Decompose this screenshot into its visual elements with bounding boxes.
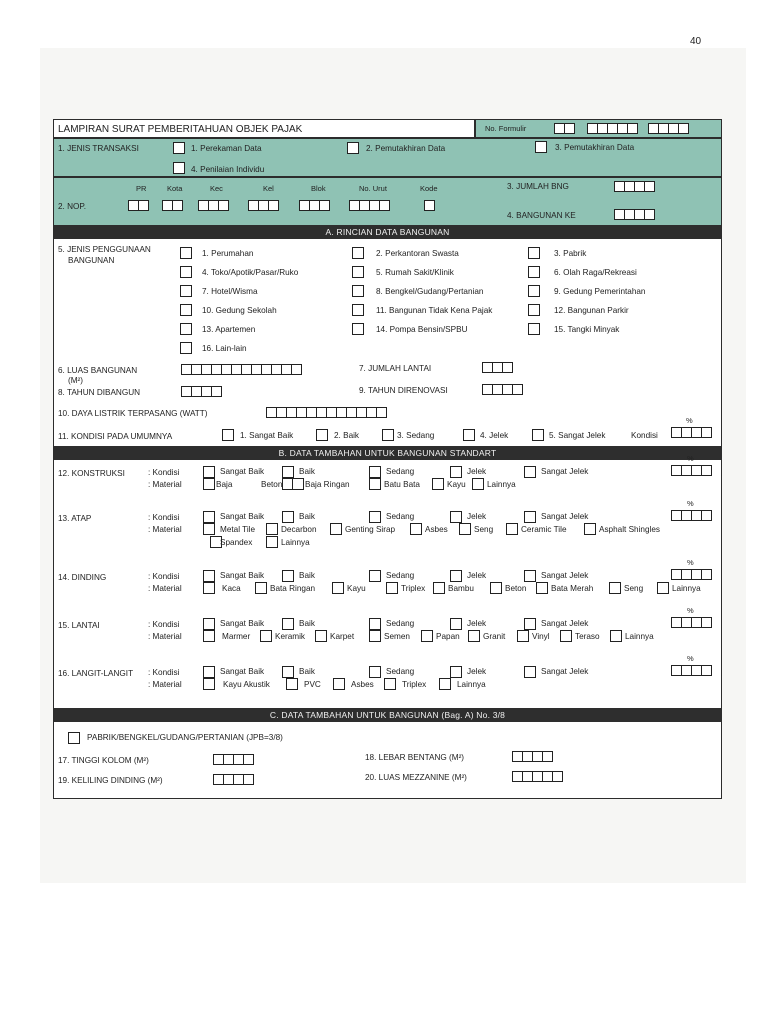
use-11-bangunan-tidak-kena-pajak-checkbox[interactable] [352,304,364,316]
keliling-dinding-label: 19. KELILING DINDING (M²) [58,776,163,785]
item-16-langit-langit-kondisi-tag: : Kondisi [148,668,180,677]
item-16-langit-langit-kondisi-jelek-checkbox[interactable] [450,666,462,678]
item-15-lantai-material-papan-checkbox[interactable] [421,630,433,642]
item-12-konstruksi-material-baja-ringan-label: Baja Ringan [305,480,350,489]
nop-kota-boxes[interactable] [162,200,182,211]
luas-bangunan-boxes[interactable] [181,364,301,375]
item-14-dinding-kondisi-tag: : Kondisi [148,572,180,581]
use-12-bangunan-parkir-checkbox[interactable] [528,304,540,316]
nop-field-no-urut: No. Urut [359,184,387,193]
item-16-langit-langit-material-kayu-akustik-label: Kayu Akustik [223,680,270,689]
tahun-direnovasi-label: 9. TAHUN DIRENOVASI [359,386,448,395]
item-13-atap-kondisi-baik-checkbox[interactable] [282,511,294,523]
nop-kode-box[interactable] [424,200,434,211]
item-13-atap-material-ceramic-tile-label: Ceramic Tile [521,525,567,534]
item-15-lantai-material-granit-checkbox[interactable] [468,630,480,642]
item-12-konstruksi-kondisi-sangat-baik-label: Sangat Baik [220,467,265,476]
item-15-lantai-material-semen-label: Semen [384,632,410,641]
item-16-langit-langit-kondisi-sedang-label: Sedang [386,667,415,676]
item-14-dinding-kondisi-jelek-label: Jelek [467,571,487,580]
use-6-olah-raga-rekreasi-checkbox[interactable] [528,266,540,278]
use-2-perkantoran-swasta-label: 2. Perkantoran Swasta [376,249,459,258]
item-13-atap-material-ceramic-tile-checkbox[interactable] [506,523,518,535]
kondisi-percent-boxes[interactable] [671,427,711,438]
item-12-konstruksi-label: 12. KONSTRUKSI [58,469,125,478]
jpb-label: PABRIK/BENGKEL/GUDANG/PERTANIAN (JPB=3/8) [87,733,283,742]
item-15-lantai-material-lainnya-label: Lainnya [625,632,654,641]
use-5-rumah-sakit-klinik-label: 5. Rumah Sakit/Klinik [376,268,454,277]
item-13-atap-material-asphalt-shingles-checkbox[interactable] [584,523,596,535]
item-12-konstruksi-material-batu-bata-label: Batu Bata [384,480,420,489]
item-16-langit-langit-material-asbes-checkbox[interactable] [333,678,345,690]
item-16-langit-langit-percent-boxes[interactable] [671,665,711,676]
item-12-konstruksi-kondisi-sedang-label: Sedang [386,467,415,476]
use-13-apartemen-checkbox[interactable] [180,323,192,335]
item-12-konstruksi-material-lainnya-label: Lainnya [487,480,516,489]
item-16-langit-langit-material-triplex-checkbox[interactable] [384,678,396,690]
kondisi-sangat-baik-label: 1. Sangat Baik [240,431,294,440]
item-14-dinding-material-seng-label: Seng [624,584,644,593]
use-9-gedung-pemerintahan-label: 9. Gedung Pemerintahan [554,287,646,296]
item-14-dinding-material-kayu-label: Kayu [347,584,366,593]
use-1-perumahan-checkbox[interactable] [180,247,192,259]
nop-kel-boxes[interactable] [248,200,278,211]
item-12-konstruksi-material-baja-label: Baja [216,480,233,489]
luas-bangunan-label: 6. LUAS BANGUNAN [58,366,138,375]
item-14-dinding-material-kaca-label: Kaca [222,584,241,593]
nop-label: 2. NOP. [58,202,87,211]
item-14-dinding-material-bambu-checkbox[interactable] [433,582,445,594]
kondisi-sangat-jelek-checkbox[interactable] [532,429,544,441]
item-13-atap-material-metal-tile-checkbox[interactable] [203,523,215,535]
item-16-langit-langit-kondisi-sangat-jelek-checkbox[interactable] [524,666,536,678]
item-13-atap-percent-boxes[interactable] [671,510,711,521]
item-13-atap-kondisi-jelek-checkbox[interactable] [450,511,462,523]
item-13-atap-material-asphalt-shingles-label: Asphalt Shingles [599,525,660,534]
use-10-gedung-sekolah-label: 10. Gedung Sekolah [202,306,277,315]
luas-mezzanine-label: 20. LUAS MEZZANINE (M²) [365,773,467,782]
nop-field-kode: Kode [420,184,438,193]
use-3-pabrik-label: 3. Pabrik [554,249,587,258]
item-16-langit-langit-kondisi-baik-label: Baik [299,667,315,676]
item-14-dinding-material-kaca-checkbox[interactable] [203,582,215,594]
item-12-konstruksi-material-kayu-label: Kayu [447,480,466,489]
item-12-konstruksi-material-baja-checkbox[interactable] [203,478,215,490]
item-15-lantai-material-tag: : Material [148,632,182,641]
jpb-checkbox[interactable] [68,732,80,744]
item-16-langit-langit-material-pvc-checkbox[interactable] [286,678,298,690]
item-13-atap-material-asbes-checkbox[interactable] [410,523,422,535]
item-14-dinding-material-bata-ringan-label: Bata Ringan [270,584,316,593]
page-number: 40 [690,36,702,47]
no-formulir-box-1[interactable] [554,123,574,134]
item-15-lantai-kondisi-sangat-jelek-checkbox[interactable] [524,618,536,630]
item-15-lantai-material-keramik-checkbox[interactable] [260,630,272,642]
item-14-dinding-kondisi-sedang-checkbox[interactable] [369,570,381,582]
item-14-dinding-material-bata-ringan-checkbox[interactable] [255,582,267,594]
use-10-gedung-sekolah-checkbox[interactable] [180,304,192,316]
item-12-konstruksi-kondisi-baik-label: Baik [299,467,315,476]
item-15-lantai-kondisi-sedang-checkbox[interactable] [369,618,381,630]
item-12-konstruksi-percent-boxes[interactable] [671,465,711,476]
item-13-atap-kondisi-sangat-jelek-label: Sangat Jelek [541,512,589,521]
use-13-apartemen-label: 13. Apartemen [202,325,256,334]
item-16-langit-langit-material-kayu-akustik-checkbox[interactable] [203,678,215,690]
item-15-lantai-material-vinyl-label: Vinyl [532,632,550,641]
item-15-lantai-material-karpet-checkbox[interactable] [315,630,327,642]
kondisi-percent-sign: % [686,416,693,425]
item-13-atap-material-lainnya-checkbox[interactable] [266,536,278,548]
item-14-dinding-material-lainnya-label: Lainnya [672,584,701,593]
item-14-dinding-material-kayu-checkbox[interactable] [332,582,344,594]
use-12-bangunan-parkir-label: 12. Bangunan Parkir [554,306,629,315]
item-15-lantai-material-karpet-label: Karpet [330,632,355,641]
item-13-atap-kondisi-tag: : Kondisi [148,513,180,522]
item-16-langit-langit-percent-sign: % [687,654,694,663]
nop-field-kec: Kec [210,184,223,193]
item-15-lantai-material-teraso-checkbox[interactable] [560,630,572,642]
item-12-konstruksi-material-baja-ringan-checkbox[interactable] [292,478,304,490]
item-13-atap-kondisi-sangat-jelek-checkbox[interactable] [524,511,536,523]
item-16-langit-langit-kondisi-jelek-label: Jelek [467,667,487,676]
jenis-transaksi-label: 1. JENIS TRANSAKSI [58,144,139,153]
perekaman-data-checkbox[interactable] [173,142,185,154]
tahun-direnovasi-boxes[interactable] [482,384,522,395]
item-14-dinding-material-bata-merah-label: Bata Merah [551,584,594,593]
item-15-lantai-kondisi-baik-checkbox[interactable] [282,618,294,630]
pemutakhiran-data-label: 2. Pemutakhiran Data [366,144,446,153]
item-13-atap-percent-sign: % [687,499,694,508]
use-15-tangki-minyak-checkbox[interactable] [528,323,540,335]
item-14-dinding-kondisi-jelek-checkbox[interactable] [450,570,462,582]
tinggi-kolom-label: 17. TINGGI KOLOM (M²) [58,756,149,765]
item-15-lantai-label: 15. LANTAI [58,621,100,630]
item-16-langit-langit-kondisi-sangat-jelek-label: Sangat Jelek [541,667,589,676]
item-15-lantai-material-semen-checkbox[interactable] [369,630,381,642]
item-13-atap-material-tag: : Material [148,525,182,534]
kondisi-sangat-jelek-label: 5. Sangat Jelek [549,431,606,440]
item-15-lantai-percent-sign: % [687,606,694,615]
item-12-konstruksi-material-tag: : Material [148,480,182,489]
section-b-header: B. DATA TAMBAHAN UNTUK BANGUNAN STANDART [54,446,721,460]
tahun-dibangun-label: 8. TAHUN DIBANGUN [58,388,141,397]
nop-field-kel: Kel [263,184,274,193]
item-14-dinding-material-bambu-label: Bambu [448,584,474,593]
item-13-atap-material-metal-tile-label: Metal Tile [220,525,256,534]
item-13-atap-kondisi-jelek-label: Jelek [467,512,487,521]
jenis-penggunaan-label: 5. JENIS PENGGUNAAN [58,245,151,254]
item-14-dinding-material-bata-merah-checkbox[interactable] [536,582,548,594]
item-14-dinding-material-tag: : Material [148,584,182,593]
section-c-header: C. DATA TAMBAHAN UNTUK BANGUNAN (Bag. A) No. 3/8 [54,708,721,722]
penilaian-individu-checkbox[interactable] [173,162,185,174]
item-15-lantai-percent-boxes[interactable] [671,617,711,628]
item-12-konstruksi-material-beton-label: Beton [261,480,283,489]
item-14-dinding-material-beton-checkbox[interactable] [490,582,502,594]
item-12-konstruksi-kondisi-jelek-label: Jelek [467,467,487,476]
kondisi-sedang-label: 3. Sedang [397,431,435,440]
item-12-konstruksi-percent-sign: % [687,454,694,463]
nop-pr-boxes[interactable] [128,200,148,211]
nop-blok-boxes[interactable] [299,200,329,211]
pemutakhiran-data-3-checkbox[interactable] [535,141,547,153]
use-14-pompa-bensin-spbu-checkbox[interactable] [352,323,364,335]
nop-field-kota: Kota [167,184,183,193]
item-14-dinding-label: 14. DINDING [58,573,107,582]
item-15-lantai-material-teraso-label: Teraso [575,632,600,641]
kondisi-word: Kondisi [631,431,658,440]
kondisi-baik-label: 2. Baik [334,431,360,440]
bangunan-ke-boxes[interactable] [614,209,654,220]
item-16-langit-langit-material-triplex-label: Triplex [402,680,427,689]
item-13-atap-kondisi-baik-label: Baik [299,512,315,521]
item-15-lantai-kondisi-sangat-baik-label: Sangat Baik [220,619,265,628]
luas-mezzanine-boxes[interactable] [512,771,562,782]
item-12-konstruksi-kondisi-sangat-baik-checkbox[interactable] [203,466,215,478]
item-16-langit-langit-kondisi-baik-checkbox[interactable] [282,666,294,678]
daya-listrik-label: 10. DAYA LISTRIK TERPASANG (WATT) [58,409,208,418]
section-a-header: A. RINCIAN DATA BANGUNAN [54,225,721,239]
item-15-lantai-kondisi-sedang-label: Sedang [386,619,415,628]
item-16-langit-langit-material-lainnya-checkbox[interactable] [439,678,451,690]
daya-listrik-boxes[interactable] [266,407,386,418]
jumlah-bng-boxes[interactable] [614,181,654,192]
use-15-tangki-minyak-label: 15. Tangki Minyak [554,325,620,334]
item-15-lantai-kondisi-sangat-jelek-label: Sangat Jelek [541,619,589,628]
use-1-perumahan-label: 1. Perumahan [202,249,254,258]
item-15-lantai-kondisi-jelek-checkbox[interactable] [450,618,462,630]
perekaman-data-label: 1. Perekaman Data [191,144,262,153]
item-13-atap-material-lainnya-label: Lainnya [281,538,310,547]
item-15-lantai-material-vinyl-checkbox[interactable] [517,630,529,642]
nop-field-pr: PR [136,184,147,193]
lebar-bentang-boxes[interactable] [512,751,552,762]
nop-no-urut-boxes[interactable] [349,200,389,211]
use-7-hotel-wisma-checkbox[interactable] [180,285,192,297]
lebar-bentang-label: 18. LEBAR BENTANG (M²) [365,753,465,762]
use-4-toko-apotik-pasar-ruko-label: 4. Toko/Apotik/Pasar/Ruko [202,268,299,277]
item-14-dinding-material-lainnya-checkbox[interactable] [657,582,669,594]
tinggi-kolom-boxes[interactable] [213,754,253,765]
tahun-dibangun-boxes[interactable] [181,386,221,397]
no-formulir-label: No. Formulir [485,124,527,133]
item-14-dinding-kondisi-sedang-label: Sedang [386,571,415,580]
item-16-langit-langit-material-tag: : Material [148,680,182,689]
item-12-konstruksi-kondisi-sangat-jelek-checkbox[interactable] [524,466,536,478]
use-2-perkantoran-swasta-checkbox[interactable] [352,247,364,259]
use-8-bengkel-gudang-pertanian-checkbox[interactable] [352,285,364,297]
item-14-dinding-kondisi-sangat-jelek-checkbox[interactable] [524,570,536,582]
kondisi-sedang-checkbox[interactable] [382,429,394,441]
use-4-toko-apotik-pasar-ruko-checkbox[interactable] [180,266,192,278]
item-13-atap-material-spandex-label: Spandex [220,538,253,547]
item-13-atap-material-asbes-label: Asbes [425,525,448,534]
item-14-dinding-material-triplex-checkbox[interactable] [386,582,398,594]
item-14-dinding-material-seng-checkbox[interactable] [609,582,621,594]
item-16-langit-langit-kondisi-sangat-baik-label: Sangat Baik [220,667,265,676]
no-formulir-box-2[interactable] [587,123,637,134]
item-13-atap-material-decarbon-label: Decarbon [281,525,317,534]
use-16-lain-lain-checkbox[interactable] [180,342,192,354]
item-14-dinding-percent-sign: % [687,558,694,567]
nop-kec-boxes[interactable] [198,200,228,211]
jumlah-lantai-boxes[interactable] [482,362,512,373]
kondisi-umum-label: 11. KONDISI PADA UMUMNYA [58,432,173,441]
item-16-langit-langit-material-asbes-label: Asbes [351,680,374,689]
use-14-pompa-bensin-spbu-label: 14. Pompa Bensin/SPBU [376,325,468,334]
use-7-hotel-wisma-label: 7. Hotel/Wisma [202,287,258,296]
item-16-langit-langit-kondisi-sedang-checkbox[interactable] [369,666,381,678]
item-14-dinding-percent-boxes[interactable] [671,569,711,580]
item-15-lantai-material-keramik-label: Keramik [275,632,306,641]
item-13-atap-kondisi-sedang-checkbox[interactable] [369,511,381,523]
penilaian-individu-label: 4. Penilaian Individu [191,165,265,174]
item-13-atap-kondisi-sangat-baik-label: Sangat Baik [220,512,265,521]
kondisi-jelek-label: 4. Jelek [480,431,509,440]
use-11-bangunan-tidak-kena-pajak-label: 11. Bangunan Tidak Kena Pajak [376,306,493,315]
item-14-dinding-kondisi-sangat-baik-label: Sangat Baik [220,571,265,580]
item-14-dinding-material-beton-label: Beton [505,584,527,593]
item-15-lantai-material-lainnya-checkbox[interactable] [610,630,622,642]
item-12-konstruksi-material-lainnya-checkbox[interactable] [472,478,484,490]
item-14-dinding-kondisi-baik-checkbox[interactable] [282,570,294,582]
item-12-konstruksi-kondisi-sedang-checkbox[interactable] [369,466,381,478]
spop-attachment-form [53,119,722,799]
item-15-lantai-material-granit-label: Granit [483,632,506,641]
item-13-atap-kondisi-sedang-label: Sedang [386,512,415,521]
item-13-atap-material-genting-sirap-label: Genting Sirap [345,525,396,534]
item-15-lantai-kondisi-jelek-label: Jelek [467,619,487,628]
pemutakhiran-data-3-label: 3. Pemutakhiran Data [555,143,635,152]
item-15-lantai-material-marmer-label: Marmer [222,632,251,641]
item-15-lantai-kondisi-baik-label: Baik [299,619,315,628]
use-9-gedung-pemerintahan-checkbox[interactable] [528,285,540,297]
bangunan-ke-label: 4. BANGUNAN KE [507,211,576,220]
jumlah-lantai-label: 7. JUMLAH LANTAI [359,364,432,373]
item-16-langit-langit-label: 16. LANGIT-LANGIT [58,669,134,678]
jumlah-bng-label: 3. JUMLAH BNG [507,182,569,191]
jenis-penggunaan-label-2: BANGUNAN [68,256,115,265]
item-15-lantai-kondisi-sangat-baik-checkbox[interactable] [203,618,215,630]
use-6-olah-raga-rekreasi-label: 6. Olah Raga/Rekreasi [554,268,637,277]
item-14-dinding-kondisi-sangat-baik-checkbox[interactable] [203,570,215,582]
item-12-konstruksi-kondisi-sangat-jelek-label: Sangat Jelek [541,467,589,476]
item-12-konstruksi-kondisi-baik-checkbox[interactable] [282,466,294,478]
pemutakhiran-data-checkbox[interactable] [347,142,359,154]
use-5-rumah-sakit-klinik-checkbox[interactable] [352,266,364,278]
item-14-dinding-material-triplex-label: Triplex [401,584,426,593]
use-8-bengkel-gudang-pertanian-label: 8. Bengkel/Gudang/Pertanian [376,287,484,296]
item-16-langit-langit-material-pvc-label: PVC [304,680,321,689]
luas-bangunan-unit: (M²) [68,376,83,385]
form-title: LAMPIRAN SURAT PEMBERITAHUAN OBJEK PAJAK [58,124,303,135]
keliling-dinding-boxes[interactable] [213,774,253,785]
item-13-atap-label: 13. ATAP [58,514,92,523]
item-16-langit-langit-kondisi-sangat-baik-checkbox[interactable] [203,666,215,678]
item-16-langit-langit-material-lainnya-label: Lainnya [457,680,486,689]
item-15-lantai-kondisi-tag: : Kondisi [148,620,180,629]
no-formulir-box-3[interactable] [648,123,688,134]
item-14-dinding-kondisi-baik-label: Baik [299,571,315,580]
item-13-atap-material-seng-label: Seng [474,525,494,534]
item-14-dinding-kondisi-sangat-jelek-label: Sangat Jelek [541,571,589,580]
kondisi-jelek-checkbox[interactable] [463,429,475,441]
item-12-konstruksi-material-kayu-checkbox[interactable] [432,478,444,490]
item-15-lantai-material-papan-label: Papan [436,632,460,641]
kondisi-baik-checkbox[interactable] [316,429,328,441]
item-13-atap-kondisi-sangat-baik-checkbox[interactable] [203,511,215,523]
item-13-atap-material-decarbon-checkbox[interactable] [266,523,278,535]
kondisi-sangat-baik-checkbox[interactable] [222,429,234,441]
use-3-pabrik-checkbox[interactable] [528,247,540,259]
item-13-atap-material-seng-checkbox[interactable] [459,523,471,535]
item-12-konstruksi-material-batu-bata-checkbox[interactable] [369,478,381,490]
item-12-konstruksi-kondisi-tag: : Kondisi [148,468,180,477]
use-16-lain-lain-label: 16. Lain-lain [202,344,247,353]
item-12-konstruksi-kondisi-jelek-checkbox[interactable] [450,466,462,478]
item-15-lantai-material-marmer-checkbox[interactable] [203,630,215,642]
item-13-atap-material-genting-sirap-checkbox[interactable] [330,523,342,535]
nop-field-blok: Blok [311,184,326,193]
